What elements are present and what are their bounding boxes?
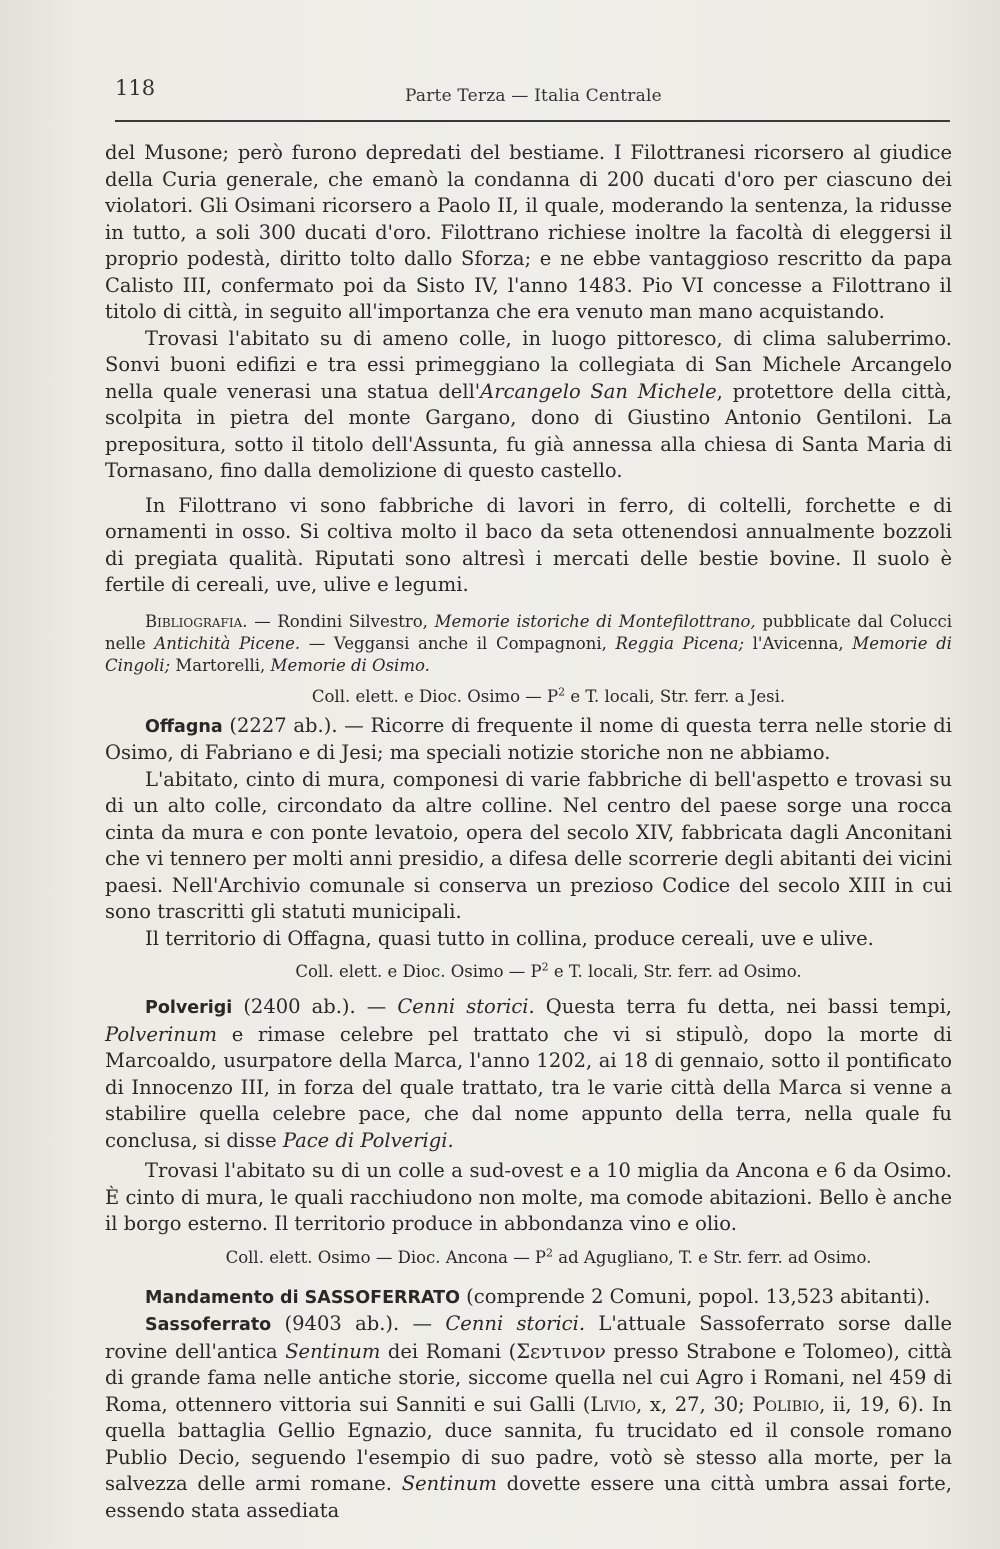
superscript: 2 xyxy=(558,685,566,698)
filottrano-collegio-line xyxy=(105,685,952,709)
bib-title: Reggia Picena; xyxy=(615,633,744,653)
text-segment: dovette essere una città umbra assai forte, essendo stata assediata xyxy=(105,1472,952,1522)
offagna-paragraph-3: Il territorio di Offagna, quasi tutto in collina, produce cereali, uve e ulive. xyxy=(145,926,874,950)
latin-name: Sentinum xyxy=(285,1339,381,1363)
polverigi-paragraph-2: Trovasi l'abitato su di un colle a sud-ovest e a 10 miglia da Ancona e 6 da Osimo. È cinto di mura, le quali racchiudono non molte, ma comode abitazioni. Bello è anche il borgo esterno. Il territorio produce in abbondanza vino e olio. xyxy=(105,1159,952,1235)
latin-name: Sentinum xyxy=(401,1472,497,1495)
treaty-name: Pace di Polverigi. xyxy=(282,1128,454,1152)
section-label: Cenni storici. xyxy=(397,995,535,1018)
text-segment: Coll. elett. e Dioc. Osimo — P xyxy=(311,686,559,706)
text-segment: Coll. elett. e Dioc. Osimo — P xyxy=(295,962,542,981)
filottrano-paragraph-1: del Musone; però furono depredati del bestiame. I Filottranesi ricorsero al giudice della Curia generale, che emanò la condanna di 200 ducati d'oro per ciascuno dei violatori. Gli Osimani ricorsero a Paolo II, il quale, moderando la sentenza, la ridusse in tutto, a soli 300 ducati d'oro. Filottrano richiese inoltre la facoltà di eleggersi il proprio podestà, diritto tolto dallo Sforza; e ne ebbe vantaggioso rescritto da papa Calisto III, confermato poi da Sisto IV, l'anno 1483. Pio VI concesse a Filottrano il titolo di città, in seguito all'importanza che era venuto man mano acquistando. xyxy=(105,141,952,323)
text-segment: dei Romani (Σεντινον presso Strabone e Tolomeo), città di grande fama nelle antiche storie, siccome quella nel cui Agro i Romani, nel 459 di Roma, ottennero vittoria sui Sanniti e sui Galli ( xyxy=(105,1339,952,1416)
text-segment: , protettore della città, scolpita in pietra del monte Gargano, dono di Giustino Antonio Gentiloni. La prepositura, sotto il titolo dell'Assunta, fu già annessa alla chiesa di Santa Maria di Tornasano, fino dalla demolizione di questo castello. xyxy=(105,379,952,482)
mandamento-heading xyxy=(105,1284,952,1312)
statue-title: Arcangelo San Michele xyxy=(480,379,717,403)
filottrano-paragraph-3: In Filottrano vi sono fabbriche di lavori in ferro, di coltelli, forchette e di ornamenti in osso. Si coltiva molto il baco da seta ottenendosi annualmente bozzoli di pregiata qualità. Riputati sono altresì i mercati delle bestie bovine. Il suolo è fertile di cereali, uve, ulive e legumi. xyxy=(105,493,952,596)
offagna-paragraph-2: L'abitato, cinto di mura, componesi di varie fabbriche di bell'aspetto e trovasi su di un alto colle, circondato da altre colline. Nel centro del paese sorge una rocca cinta da mura e con ponte levatoio, opera del secolo XIV, fabbricata dagli Anconitani che vi tennero per molti anni presidio, a difesa delle scorrerie degli abitanti dei vicini paesi. Nell'Archivio comunale si conserva un prezioso Codice del secolo XIII in cui sono trascritti gli statuti municipali. xyxy=(105,767,952,923)
text-segment: (comprende 2 Comuni, popol. 13,523 abitanti). xyxy=(459,1284,931,1308)
bib-title: Antichità Picene. xyxy=(154,633,301,653)
section-label: Cenni storici. xyxy=(445,1312,586,1335)
page-header xyxy=(110,70,950,110)
polverigi-collegio-line xyxy=(105,1246,952,1270)
polverigi-paragraph-1 xyxy=(105,994,952,1154)
superscript: 2 xyxy=(541,960,549,974)
mandamento-title: Mandamento di SASSOFERRATO xyxy=(145,1287,460,1308)
text-segment: , x, 27, 30; xyxy=(636,1392,753,1416)
text-segment: Trovasi l'abitato su di ameno colle, in luogo pittoresco, di clima saluberrimo. Sonvi buoni edifizi e tra essi primeggiano la collegiata di San Michele Arcangelo nella quale venerasi una statua dell' xyxy=(105,326,952,403)
text-segment: (9403 ab.). — xyxy=(271,1312,446,1335)
text-segment: e T. locali, Str. ferr. a Jesi. xyxy=(565,686,786,706)
text-segment: e T. locali, Str. ferr. ad Osimo. xyxy=(548,962,802,981)
text-segment: (2400 ab.). — xyxy=(232,995,398,1018)
text-segment: L'attuale Sassoferrato sorse dalle rovine dell'antica xyxy=(105,1312,953,1363)
filottrano-bibliography xyxy=(105,611,952,677)
text-segment: (2227 ab.). — Ricorre di frequente il nome di questa terra nelle storie di Osimo, di Fabriano e di Jesi; ma speciali notizie storiche non ne abbiamo. xyxy=(105,713,952,764)
bib-title: Memorie di Cingoli; xyxy=(105,633,952,675)
bibliography-label: Bibliografia. xyxy=(145,611,248,631)
header-rule xyxy=(115,120,950,122)
offagna-collegio-line xyxy=(105,960,952,984)
superscript: 2 xyxy=(546,1246,554,1259)
text-segment: , ii, 19, 6). In quella battaglia Gellio Egnazio, duce sannita, fu trucidato ed il console romano Publio Decio, seguendo l'esempio di suo padre, votò sè stesso alla morte, per la salvezza delle armi romane. xyxy=(105,1392,952,1495)
filottrano-paragraph-2 xyxy=(105,326,952,485)
bib-title: Memorie di Osimo. xyxy=(270,655,430,675)
text-segment: Questa terra fu detta, nei bassi tempi, xyxy=(534,995,953,1018)
text-segment: — Veggansi anche il Compagnoni, xyxy=(300,633,616,653)
text-segment: pubblicate dal Colucci nelle xyxy=(105,611,952,653)
text-segment: — Rondini Silvestro, xyxy=(247,611,435,631)
author-name: Polibio xyxy=(752,1392,820,1416)
offagna-heading: Offagna xyxy=(145,716,223,737)
text-segment: l'Avicenna, xyxy=(744,633,853,653)
offagna-paragraph-1 xyxy=(105,713,952,767)
sassoferrato-paragraph-1 xyxy=(105,1311,952,1524)
text-segment: Coll. elett. Osimo — Dioc. Ancona — P xyxy=(225,1247,547,1267)
sassoferrato-heading: Sassoferrato xyxy=(145,1315,272,1335)
text-segment: Martorelli, xyxy=(170,655,271,675)
bib-title: Memorie istoriche di Montefilottrano, xyxy=(434,611,756,631)
latin-name: Polverinum xyxy=(105,1022,218,1046)
polverigi-heading: Polverigi xyxy=(145,998,233,1018)
author-name: Livio xyxy=(590,1392,637,1416)
page-body xyxy=(105,140,952,1540)
text-segment: ad Agugliano, T. e Str. ferr. ad Osimo. xyxy=(553,1247,872,1267)
text-segment: e rimase celebre pel trattato che vi si stipulò, dopo la morte di Marcoaldo, usurpatore della Marca, l'anno 1202, ai 18 di gennaio, sotto il pontificato di Innocenzo III, in forza del quale trattato, tra le varie città della Marca si venne a stabilire quella celebre pace, che dal nome appunto della terra, nella quale fu conclusa, si disse xyxy=(105,1022,952,1152)
page-number: 118 xyxy=(115,76,156,100)
running-head: Parte Terza — Italia Centrale xyxy=(405,86,662,106)
